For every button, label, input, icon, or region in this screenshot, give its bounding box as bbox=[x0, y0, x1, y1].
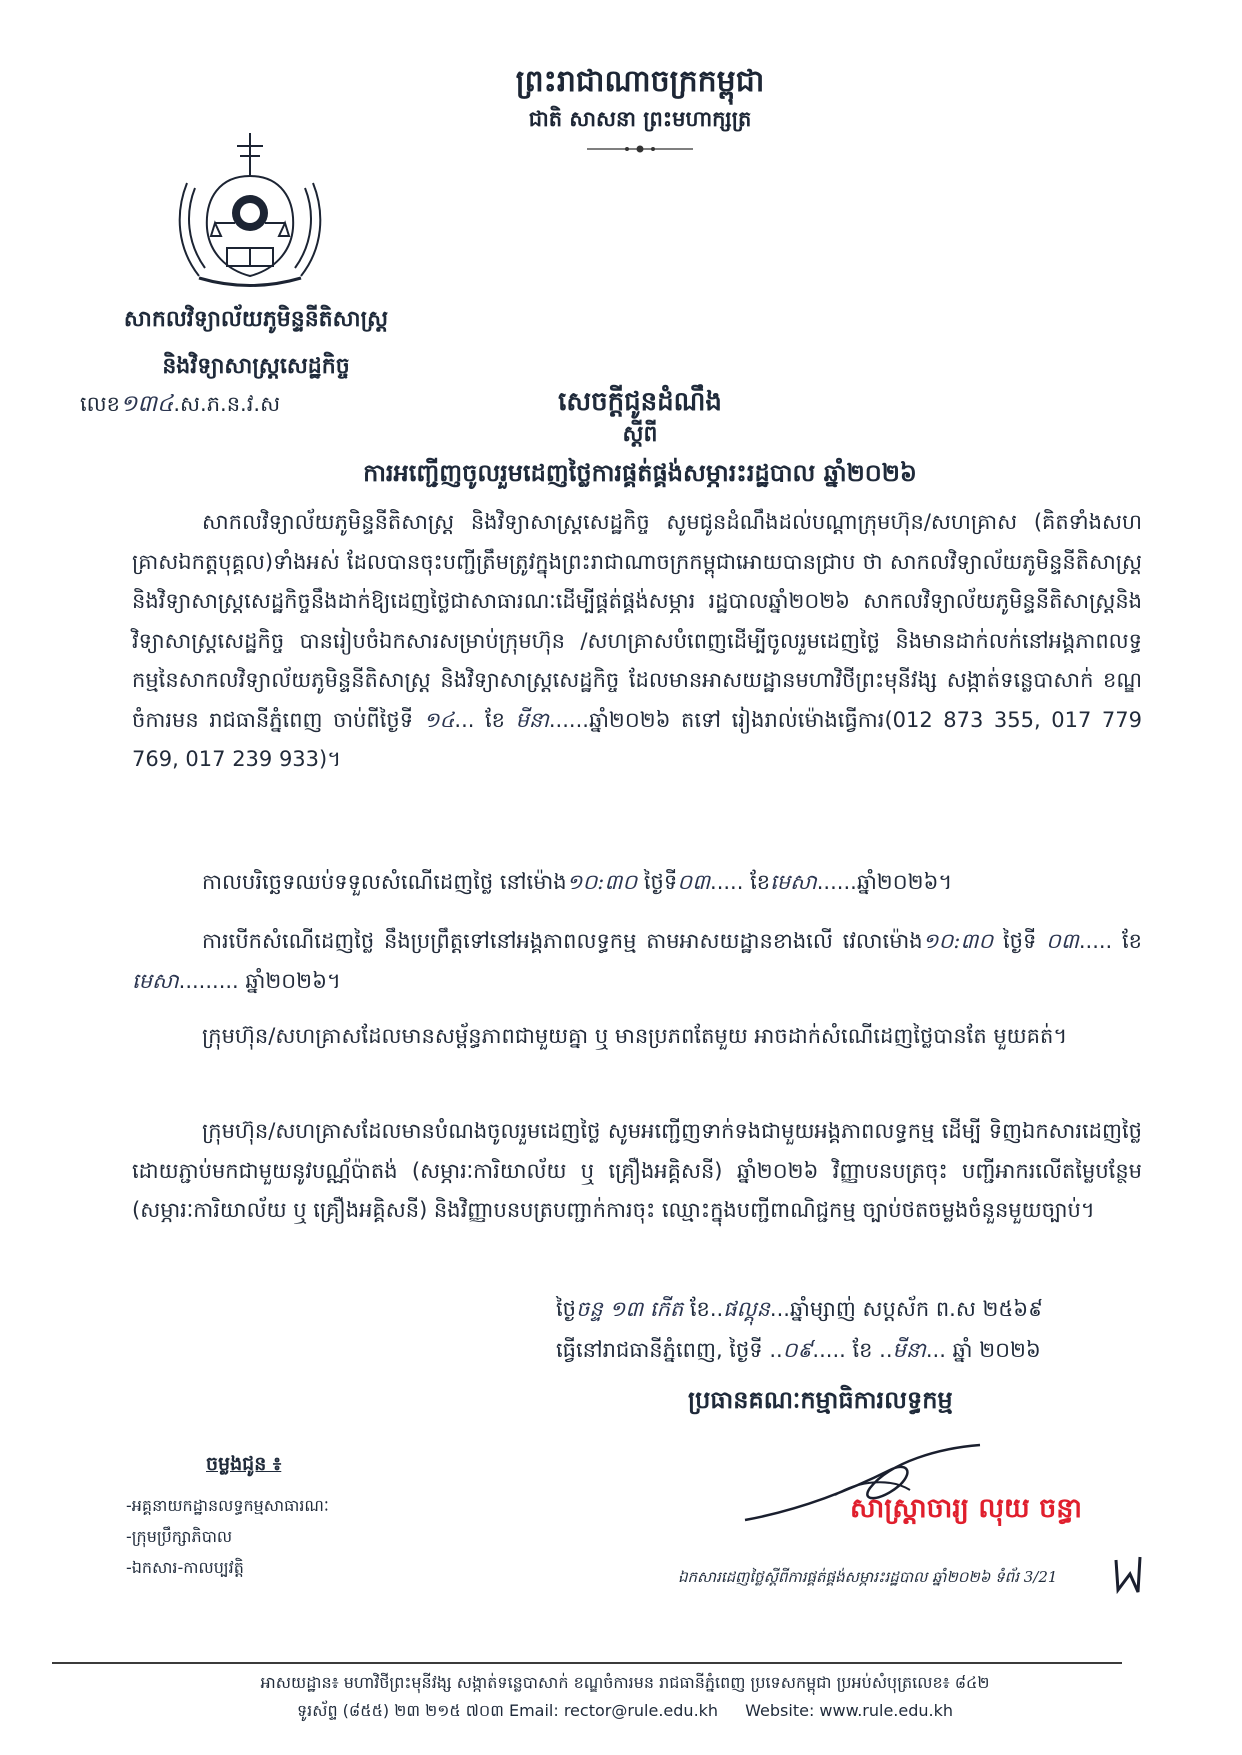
signatory-name: សាស្ត្រាចារ្យ លុយ ចន្ធា bbox=[850, 1493, 1082, 1524]
day-label: ថ្ងៃទី bbox=[643, 870, 678, 894]
month-label: ខែ bbox=[750, 870, 771, 894]
issue-year: ឆ្នាំ ២០២៦ bbox=[952, 1338, 1041, 1362]
footer-divider bbox=[52, 1662, 1122, 1664]
footer-phone: ទូរស័ព្ទ (៨៥៥) ២៣ ២១៥ ៧០៣ bbox=[296, 1701, 504, 1720]
paragraph-1-text: សាកលវិទ្យាល័យភូមិន្ទនីតិសាស្ត្រ និងវិទ្យាសាស្ត្រសេដ្ឋកិច្ច សូមជូនដំណឹងដល់បណ្តាក្រុមហ៊ុន/សហគ្រាស (គិតទាំងសហគ្រាសឯកត្តបុគ្គល)ទាំងអស់ ដែលបានចុះបញ្ជីត្រឹមត្រូវក្នុងព្រះរាជាណាចក្រកម្ពុជាអោយបានជ្រាប ថា សាកលវិទ្យាល័យភូមិន្ទនីតិសាស្ត្រនិងវិទ្យាសាស្ត្រសេដ្ឋកិច្ចនឹងដាក់ឱ្យដេញថ្លៃជាសាធារណៈដើម្បីផ្គត់ផ្គង់សម្ភារ រដ្ឋបាលឆ្នាំ២០២៦ សាកលវិទ្យាល័យភូមិន្ទនីតិសាស្ត្រនិងវិទ្យាសាស្ត្រសេដ្ឋកិច្ច បានរៀបចំឯកសារសម្រាប់ក្រុមហ៊ុន /សហគ្រាសបំពេញដើម្បីចូលរួមដេញថ្លៃ និងមានដាក់លក់នៅអង្គភាពលទ្ធកម្មនៃសាកលវិទ្យាល័យភូមិន្ទនីតិសាស្ត្រ និងវិទ្យាសាស្ត្រសេដ្ឋកិច្ច ដែលមានអាសយដ្ឋានមហាវិថីព្រះមុនីវង្ស សង្កាត់ទន្លេបាសាក់ ខណ្ឌចំការមន រាជធានីភ្នំពេញ ចាប់ពីថ្ងៃទី bbox=[132, 510, 1142, 732]
ref-suffix: ស.ភ.ន.វ.ស bbox=[180, 392, 281, 416]
ornament-divider-icon bbox=[585, 142, 695, 156]
cc-item: -ក្រុមប្រឹក្សាភិបាល bbox=[126, 1527, 233, 1546]
notice-subject: ការអញ្ជើញចូលរួមដេញថ្លៃការផ្គត់ផ្គង់សម្ភារះរដ្ឋបាល ឆ្នាំ២០២៦ bbox=[363, 458, 917, 487]
ref-prefix: លេខ bbox=[80, 392, 120, 416]
month-label: ខែ bbox=[852, 1338, 873, 1362]
paragraph-5: ក្រុមហ៊ុន/សហគ្រាសដែលមានបំណងចូលរួមដេញថ្លៃ សូមអញ្ជើញទាក់ទងជាមួយអង្គភាពលទ្ធកម្ម ដើម្បី ទិញឯកសារដេញថ្លៃ ដោយភ្ជាប់មកជាមួយនូវបណ្ណ័ប៉ាតង់ (សម្ភារៈការិយាល័យ ឬ គ្រឿងអគ្គិសនី) ឆ្នាំ២០២៦ វិញ្ញាបនបត្រចុះ បញ្ជីអាករលើតម្លៃបន្ថែម (សម្ភារៈការិយាល័យ ឬ គ្រឿងអគ្គិសនី) និងវិញ្ញាបនបត្របញ្ជាក់ការចុះ ឈ្មោះក្នុងបញ្ជីពាណិជ្ជកម្ម ច្បាប់ថតចម្លងចំនួនមួយច្បាប់។ bbox=[132, 1119, 1142, 1222]
start-day-handwritten: ១៤ bbox=[423, 707, 455, 732]
paragraph-4: ក្រុមហ៊ុន/សហគ្រាសដែលមានសម្ព័ន្ធភាពជាមួយគ្នា ឬ មានប្រភពតែមួយ អាចដាក់សំណើដេញថ្លៃបានតែ មួយគត់។ bbox=[202, 1024, 1068, 1048]
paragraph-2: កាលបរិច្ឆេទឈប់ទទួលសំណើដេញថ្លៃ នៅម៉ោង១០:៣០ ថ្ងៃទី០៣..... ខែមេសា......ឆ្នាំ២០២៦។ bbox=[202, 870, 953, 894]
document-footnote: ឯកសារដេញថ្លៃស្តីពីការផ្គត់ផ្គង់សម្ភារះរដ្ឋបាល ឆ្នាំ២០២៦ ទំព័រ 3/21 bbox=[678, 1568, 1058, 1586]
issue-day-handwritten: ០៩ bbox=[782, 1338, 813, 1362]
year-text: ឆ្នាំ២០២៦។ bbox=[245, 968, 341, 993]
footer-contact bbox=[60, 1700, 1190, 1724]
kingdom-heading: ព្រះរាជាណាចក្រកម្ពុជា bbox=[515, 64, 765, 99]
notice-subject-label: ស្តីពី bbox=[622, 421, 658, 447]
start-month-handwritten: មីនា bbox=[515, 707, 549, 732]
paragraph-3-text: ការបើកសំណើដេញថ្លៃ នឹងប្រព្រឹត្តទៅនៅអង្គភាពលទ្ធកម្ម តាមអាសយដ្ឋានខាងលើ វេលាម៉ោង bbox=[202, 929, 923, 953]
notice-title: សេចក្តីជូនដំណឹង bbox=[558, 387, 722, 417]
initial-mark-icon bbox=[1108, 1552, 1148, 1597]
university-name-line2: និងវិទ្យាសាស្ត្រសេដ្ឋកិច្ច bbox=[162, 353, 350, 379]
lunar-day-handwritten: ចន្ទ ១៣ កើត bbox=[576, 1297, 684, 1321]
footer-email[interactable]: Email: rector@rule.edu.kh bbox=[508, 1701, 719, 1720]
footer-address: អាសយដ្ឋាន៖ មហាវិថីព្រះមុនីវង្ស សង្កាត់ទន្លេបាសាក់ ខណ្ឌចំការមន រាជធានីភ្នំពេញ ប្រទេសកម្ពុជា ប្រអប់សំបុត្រលេខ៖ ៨៤២ bbox=[260, 1673, 990, 1692]
paragraph-3: ការបើកសំណើដេញថ្លៃ នឹងប្រព្រឹត្តទៅនៅអង្គភាពលទ្ធកម្ម តាមអាសយដ្ឋានខាងលើ វេលាម៉ោង១០:៣០ ថ្ងៃទី ០៣..... ខែ មេសា......... ឆ្នាំ២០២៦។ bbox=[132, 929, 1142, 993]
closing-day-handwritten: ០៣ bbox=[677, 870, 711, 894]
month-label: ខែ bbox=[1121, 929, 1142, 953]
lunar-date: ថ្ងៃចន្ទ ១៣ កើត ខែ..ផល្គុន...ឆ្នាំម្សាញ់ សប្តស័ក ព.ស ២៥៦៩ bbox=[556, 1297, 1044, 1321]
cc-item: -អគ្គនាយកដ្ឋានលទ្ធកម្មសាធារណៈ bbox=[126, 1496, 329, 1515]
lunar-month-handwritten: ផល្គុន bbox=[723, 1297, 770, 1321]
cc-title: ចម្លងជូន ៖ bbox=[206, 1453, 282, 1475]
university-emblem-icon bbox=[165, 128, 335, 288]
lunar-tail: ឆ្នាំម្សាញ់ សប្តស័ក ព.ស ២៥៦៩ bbox=[789, 1297, 1044, 1321]
footer-website[interactable]: Website: www.rule.edu.kh bbox=[745, 1701, 954, 1720]
national-motto: ជាតិ សាសនា ព្រះមហាក្សត្រ bbox=[528, 106, 752, 131]
signatory-position: ប្រធានគណៈកម្មាធិការលទ្ធកម្ម bbox=[688, 1385, 953, 1414]
paragraph-1-tail: ឆ្នាំ២០២៦ តទៅ រៀងរាល់ម៉ោងធ្វើការ(012 873 355, 017 779 769, 017 239 933)។ bbox=[132, 707, 1142, 771]
lunar-prefix: ថ្ងៃ bbox=[556, 1297, 576, 1321]
year-text: ឆ្នាំ២០២៦។ bbox=[856, 870, 953, 894]
paragraph-1: សាកលវិទ្យាល័យភូមិន្ទនីតិសាស្ត្រ និងវិទ្យាសាស្ត្រសេដ្ឋកិច្ច សូមជូនដំណឹងដល់បណ្តាក្រុមហ៊ុន/សហគ្រាស (គិតទាំងសហគ្រាសឯកត្តបុគ្គល)ទាំងអស់ ដែលបានចុះបញ្ជីត្រឹមត្រូវក្នុងព្រះរាជាណាចក្រកម្ពុជាអោយបានជ្រាប ថា សាកលវិទ្យាល័យភូមិន្ទនីតិសាស្ត្រនិងវិទ្យាសាស្ត្រសេដ្ឋកិច្ចនឹងដាក់ឱ្យដេញថ្លៃជាសាធារណៈដើម្បីផ្គត់ផ្គង់សម្ភារ រដ្ឋបាលឆ្នាំ២០២៦ សាកលវិទ្យាល័យភូមិន្ទនីតិសាស្ត្រនិងវិទ្យាសាស្ត្រសេដ្ឋកិច្ច បានរៀបចំឯកសារសម្រាប់ក្រុមហ៊ុន /សហគ្រាសបំពេញដើម្បីចូលរួមដេញថ្លៃ និងមានដាក់លក់នៅអង្គភាពលទ្ធកម្មនៃសាកលវិទ្យាល័យភូមិន្ទនីតិសាស្ត្រ និងវិទ្យាសាស្ត្រសេដ្ឋកិច្ច ដែលមានអាសយដ្ឋានមហាវិថីព្រះមុនីវង្ស សង្កាត់ទន្លេបាសាក់ ខណ្ឌចំការមន រាជធានីភ្នំពេញ ចាប់ពីថ្ងៃទី ១៤... ខែ មីនា......ឆ្នាំ២០២៦ តទៅ រៀងរាល់ម៉ោងធ្វើការ(012 873 355, 017 779 769, 017 239 933)។ bbox=[132, 510, 1142, 771]
closing-time-handwritten: ១០:៣០ bbox=[566, 870, 638, 894]
reference-number: លេខ១៣៤.ស.ភ.ន.វ.ស bbox=[80, 391, 281, 417]
issue-place: ធ្វើនៅរាជធានីភ្នំពេញ, ថ្ងៃទី bbox=[556, 1338, 763, 1362]
issue-month-handwritten: មីនា bbox=[892, 1338, 926, 1362]
month-label: ខែ bbox=[484, 707, 505, 732]
ref-number-handwritten: ១៣៤ bbox=[120, 391, 174, 417]
issue-date: ធ្វើនៅរាជធានីភ្នំពេញ, ថ្ងៃទី ..០៩..... ខែ ..មីនា... ឆ្នាំ ២០២៦ bbox=[556, 1338, 1041, 1362]
opening-time-handwritten: ១០:៣០ bbox=[922, 929, 994, 953]
university-name-line1: សាកលវិទ្យាល័យភូមិន្ទនីតិសាស្ត្រ bbox=[123, 306, 389, 332]
cc-item: -ឯកសារ-កាលប្បវត្តិ bbox=[126, 1558, 244, 1577]
closing-month-handwritten: មេសា bbox=[770, 870, 817, 894]
day-label: ថ្ងៃទី bbox=[1002, 929, 1037, 953]
opening-day-handwritten: ០៣ bbox=[1046, 929, 1079, 953]
month-label: ខែ bbox=[689, 1297, 710, 1321]
paragraph-2-text: កាលបរិច្ឆេទឈប់ទទួលសំណើដេញថ្លៃ នៅម៉ោង bbox=[202, 870, 567, 894]
opening-month-handwritten: មេសា bbox=[132, 968, 179, 993]
